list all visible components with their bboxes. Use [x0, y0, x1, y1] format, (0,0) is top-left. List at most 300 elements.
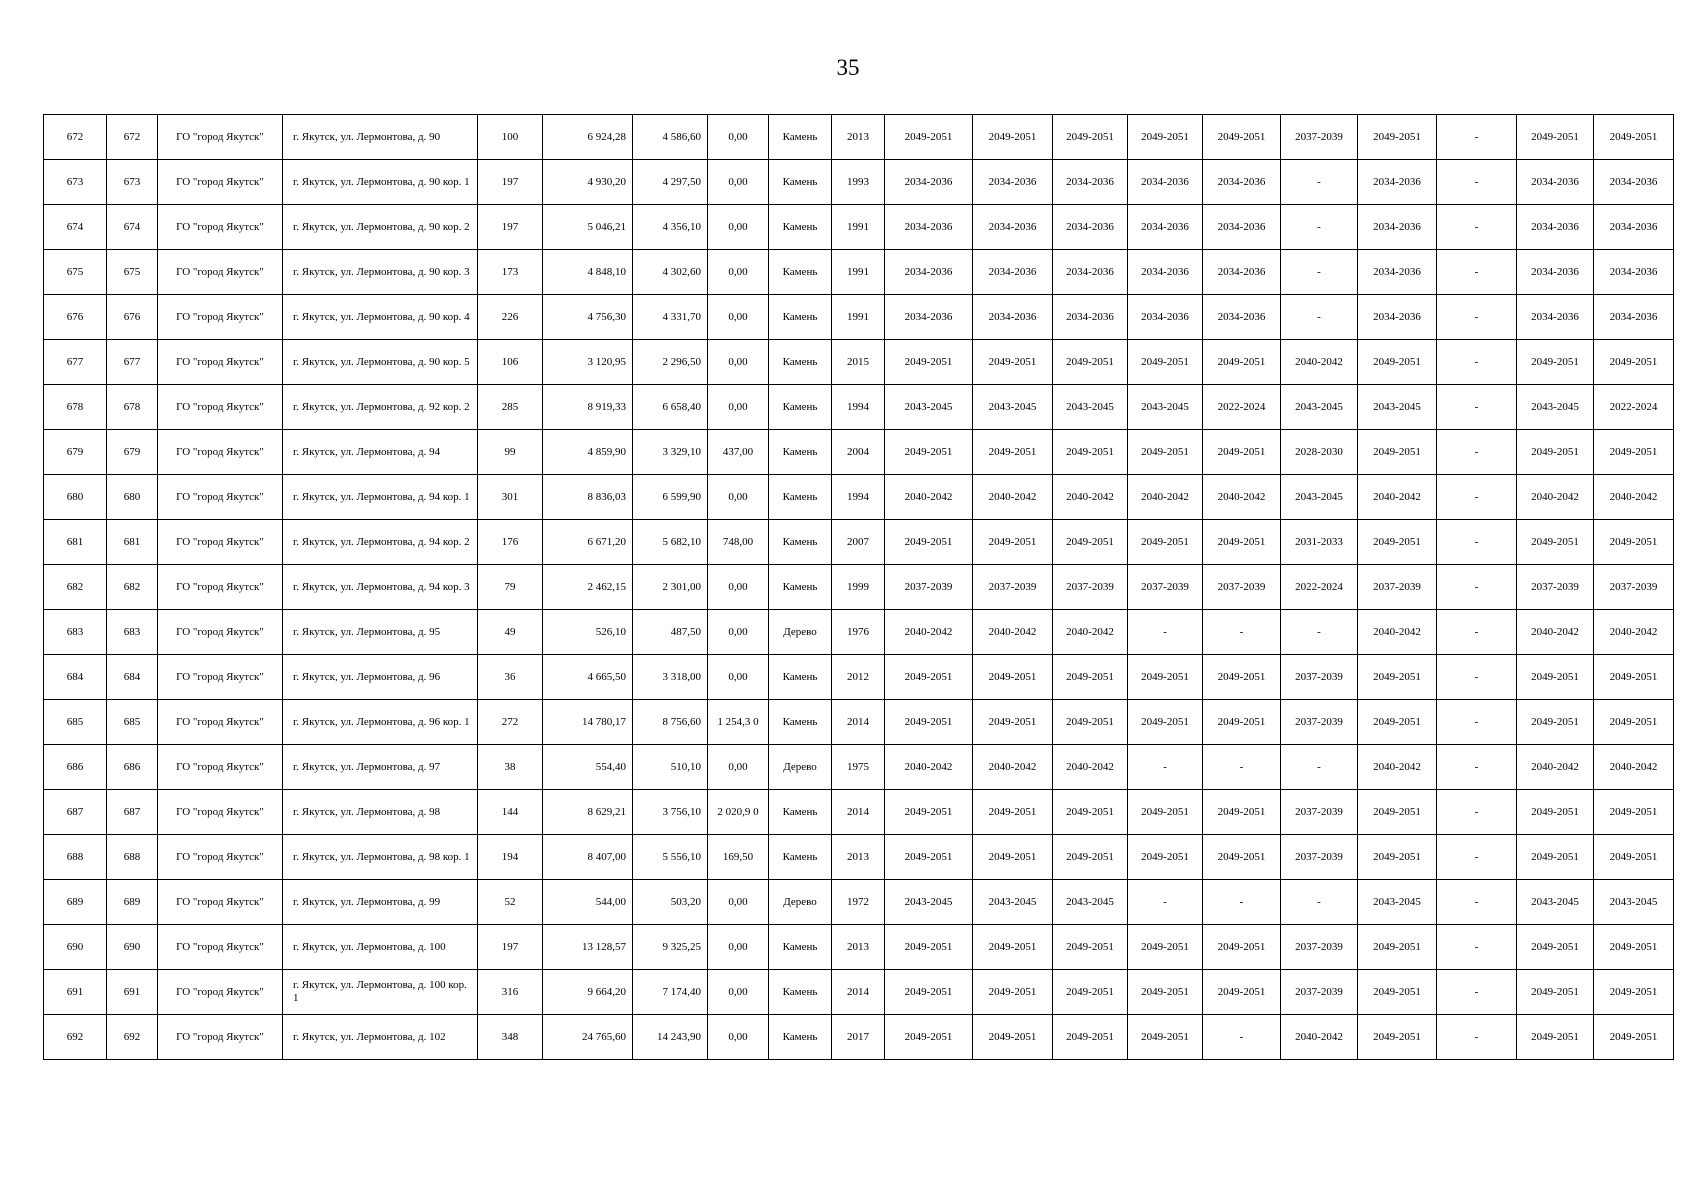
cell-address: г. Якутск, ул. Лермонтова, д. 96 кор. 1 — [283, 700, 478, 745]
cell-wall-material: Камень — [769, 205, 832, 250]
table-body — [44, 115, 1674, 1060]
cell-apartments-count: 197 — [478, 205, 543, 250]
cell-wall-material: Камень — [769, 385, 832, 430]
cell-registry-number: 675 — [107, 250, 158, 295]
cell-nonresidential-area: 0,00 — [708, 745, 769, 790]
cell-work-period-2: 2040-2042 — [973, 745, 1053, 790]
cell-municipality: ГО "город Якутск" — [158, 655, 283, 700]
cell-residential-area: 503,20 — [633, 880, 708, 925]
cell-registry-number: 682 — [107, 565, 158, 610]
cell-work-period-6: - — [1281, 295, 1358, 340]
cell-work-period-8: - — [1437, 205, 1517, 250]
cell-work-period-8: - — [1437, 970, 1517, 1015]
cell-work-period-3: 2049-2051 — [1053, 835, 1128, 880]
cell-work-period-3: 2049-2051 — [1053, 115, 1128, 160]
table-row — [44, 520, 1674, 565]
cell-work-period-3: 2040-2042 — [1053, 745, 1128, 790]
cell-wall-material: Камень — [769, 790, 832, 835]
cell-nonresidential-area: 0,00 — [708, 385, 769, 430]
cell-residential-area: 4 302,60 — [633, 250, 708, 295]
cell-work-period-5: 2049-2051 — [1203, 700, 1281, 745]
cell-nonresidential-area: 0,00 — [708, 1015, 769, 1060]
cell-work-period-1: 2037-2039 — [885, 565, 973, 610]
cell-year-built: 2014 — [832, 700, 885, 745]
cell-row-number: 683 — [44, 610, 107, 655]
cell-residential-area: 6 658,40 — [633, 385, 708, 430]
cell-registry-number: 686 — [107, 745, 158, 790]
cell-year-built: 1993 — [832, 160, 885, 205]
cell-work-period-6: 2028-2030 — [1281, 430, 1358, 475]
cell-address: г. Якутск, ул. Лермонтова, д. 90 кор. 1 — [283, 160, 478, 205]
cell-wall-material: Камень — [769, 475, 832, 520]
cell-apartments-count: 176 — [478, 520, 543, 565]
cell-work-period-5: 2034-2036 — [1203, 250, 1281, 295]
cell-work-period-5: 2049-2051 — [1203, 655, 1281, 700]
cell-work-period-4: 2034-2036 — [1128, 250, 1203, 295]
cell-year-built: 2014 — [832, 790, 885, 835]
cell-work-period-6: 2037-2039 — [1281, 835, 1358, 880]
cell-work-period-5: 2034-2036 — [1203, 295, 1281, 340]
cell-work-period-5: 2037-2039 — [1203, 565, 1281, 610]
cell-work-period-4: 2049-2051 — [1128, 430, 1203, 475]
cell-work-period-10: 2049-2051 — [1594, 340, 1674, 385]
cell-work-period-6: 2037-2039 — [1281, 700, 1358, 745]
cell-address: г. Якутск, ул. Лермонтова, д. 90 кор. 4 — [283, 295, 478, 340]
cell-row-number: 674 — [44, 205, 107, 250]
cell-work-period-10: 2043-2045 — [1594, 880, 1674, 925]
cell-municipality: ГО "город Якутск" — [158, 970, 283, 1015]
cell-work-period-9: 2043-2045 — [1517, 385, 1594, 430]
cell-municipality: ГО "город Якутск" — [158, 160, 283, 205]
cell-work-period-1: 2034-2036 — [885, 295, 973, 340]
cell-work-period-8: - — [1437, 700, 1517, 745]
cell-work-period-8: - — [1437, 385, 1517, 430]
cell-work-period-1: 2049-2051 — [885, 700, 973, 745]
cell-work-period-7: 2049-2051 — [1358, 835, 1437, 880]
cell-row-number: 686 — [44, 745, 107, 790]
cell-total-area: 13 128,57 — [543, 925, 633, 970]
cell-row-number: 679 — [44, 430, 107, 475]
cell-total-area: 554,40 — [543, 745, 633, 790]
cell-municipality: ГО "город Якутск" — [158, 925, 283, 970]
cell-residential-area: 14 243,90 — [633, 1015, 708, 1060]
cell-work-period-8: - — [1437, 295, 1517, 340]
cell-work-period-7: 2049-2051 — [1358, 1015, 1437, 1060]
cell-total-area: 2 462,15 — [543, 565, 633, 610]
cell-work-period-2: 2034-2036 — [973, 160, 1053, 205]
cell-address: г. Якутск, ул. Лермонтова, д. 99 — [283, 880, 478, 925]
cell-registry-number: 684 — [107, 655, 158, 700]
cell-wall-material: Камень — [769, 340, 832, 385]
cell-work-period-1: 2049-2051 — [885, 115, 973, 160]
cell-work-period-10: 2034-2036 — [1594, 205, 1674, 250]
cell-work-period-3: 2049-2051 — [1053, 340, 1128, 385]
cell-address: г. Якутск, ул. Лермонтова, д. 97 — [283, 745, 478, 790]
cell-nonresidential-area: 0,00 — [708, 295, 769, 340]
cell-registry-number: 674 — [107, 205, 158, 250]
cell-apartments-count: 285 — [478, 385, 543, 430]
cell-work-period-2: 2049-2051 — [973, 700, 1053, 745]
cell-work-period-1: 2040-2042 — [885, 610, 973, 655]
cell-work-period-6: - — [1281, 250, 1358, 295]
cell-apartments-count: 348 — [478, 1015, 543, 1060]
cell-municipality: ГО "город Якутск" — [158, 385, 283, 430]
cell-residential-area: 2 301,00 — [633, 565, 708, 610]
cell-wall-material: Камень — [769, 430, 832, 475]
cell-work-period-9: 2040-2042 — [1517, 475, 1594, 520]
cell-wall-material: Камень — [769, 250, 832, 295]
table-row — [44, 475, 1674, 520]
cell-work-period-4: 2049-2051 — [1128, 700, 1203, 745]
cell-work-period-6: 2037-2039 — [1281, 115, 1358, 160]
cell-work-period-1: 2049-2051 — [885, 970, 973, 1015]
cell-work-period-3: 2049-2051 — [1053, 655, 1128, 700]
cell-registry-number: 683 — [107, 610, 158, 655]
cell-work-period-7: 2049-2051 — [1358, 520, 1437, 565]
cell-year-built: 2012 — [832, 655, 885, 700]
cell-address: г. Якутск, ул. Лермонтова, д. 102 — [283, 1015, 478, 1060]
cell-work-period-7: 2034-2036 — [1358, 250, 1437, 295]
cell-work-period-8: - — [1437, 430, 1517, 475]
cell-work-period-1: 2034-2036 — [885, 250, 973, 295]
cell-work-period-7: 2034-2036 — [1358, 295, 1437, 340]
cell-municipality: ГО "город Якутск" — [158, 745, 283, 790]
cell-address: г. Якутск, ул. Лермонтова, д. 90 — [283, 115, 478, 160]
cell-work-period-9: 2049-2051 — [1517, 790, 1594, 835]
cell-apartments-count: 99 — [478, 430, 543, 475]
cell-wall-material: Камень — [769, 160, 832, 205]
cell-municipality: ГО "город Якутск" — [158, 295, 283, 340]
cell-work-period-8: - — [1437, 880, 1517, 925]
table-row — [44, 655, 1674, 700]
cell-municipality: ГО "город Якутск" — [158, 790, 283, 835]
cell-work-period-3: 2043-2045 — [1053, 880, 1128, 925]
cell-work-period-9: 2037-2039 — [1517, 565, 1594, 610]
cell-row-number: 689 — [44, 880, 107, 925]
cell-year-built: 2014 — [832, 970, 885, 1015]
cell-row-number: 678 — [44, 385, 107, 430]
cell-work-period-10: 2034-2036 — [1594, 250, 1674, 295]
cell-year-built: 1975 — [832, 745, 885, 790]
cell-work-period-8: - — [1437, 115, 1517, 160]
cell-work-period-3: 2040-2042 — [1053, 475, 1128, 520]
table-row — [44, 430, 1674, 475]
cell-row-number: 684 — [44, 655, 107, 700]
cell-nonresidential-area: 0,00 — [708, 160, 769, 205]
cell-work-period-8: - — [1437, 1015, 1517, 1060]
cell-total-area: 526,10 — [543, 610, 633, 655]
cell-residential-area: 5 556,10 — [633, 835, 708, 880]
cell-work-period-9: 2034-2036 — [1517, 160, 1594, 205]
cell-total-area: 4 848,10 — [543, 250, 633, 295]
table-row — [44, 340, 1674, 385]
cell-year-built: 1991 — [832, 295, 885, 340]
cell-address: г. Якутск, ул. Лермонтова, д. 94 — [283, 430, 478, 475]
cell-work-period-3: 2034-2036 — [1053, 250, 1128, 295]
cell-work-period-3: 2040-2042 — [1053, 610, 1128, 655]
cell-total-area: 8 836,03 — [543, 475, 633, 520]
cell-work-period-5: 2049-2051 — [1203, 520, 1281, 565]
cell-work-period-9: 2049-2051 — [1517, 115, 1594, 160]
cell-registry-number: 685 — [107, 700, 158, 745]
cell-registry-number: 677 — [107, 340, 158, 385]
cell-municipality: ГО "город Якутск" — [158, 880, 283, 925]
cell-work-period-4: - — [1128, 880, 1203, 925]
cell-work-period-10: 2049-2051 — [1594, 835, 1674, 880]
cell-row-number: 687 — [44, 790, 107, 835]
cell-work-period-4: 2049-2051 — [1128, 340, 1203, 385]
cell-work-period-4: - — [1128, 610, 1203, 655]
cell-residential-area: 9 325,25 — [633, 925, 708, 970]
cell-work-period-5: 2034-2036 — [1203, 160, 1281, 205]
cell-work-period-6: 2043-2045 — [1281, 475, 1358, 520]
cell-work-period-4: 2049-2051 — [1128, 835, 1203, 880]
cell-registry-number: 692 — [107, 1015, 158, 1060]
cell-work-period-7: 2040-2042 — [1358, 610, 1437, 655]
cell-wall-material: Дерево — [769, 880, 832, 925]
table-row — [44, 925, 1674, 970]
cell-municipality: ГО "город Якутск" — [158, 700, 283, 745]
cell-work-period-2: 2049-2051 — [973, 970, 1053, 1015]
cell-nonresidential-area: 0,00 — [708, 250, 769, 295]
cell-work-period-4: 2049-2051 — [1128, 115, 1203, 160]
table-row — [44, 1015, 1674, 1060]
cell-wall-material: Камень — [769, 295, 832, 340]
table-row — [44, 115, 1674, 160]
cell-work-period-9: 2049-2051 — [1517, 340, 1594, 385]
cell-wall-material: Камень — [769, 115, 832, 160]
cell-total-area: 544,00 — [543, 880, 633, 925]
cell-wall-material: Дерево — [769, 745, 832, 790]
cell-address: г. Якутск, ул. Лермонтова, д. 100 — [283, 925, 478, 970]
cell-residential-area: 6 599,90 — [633, 475, 708, 520]
cell-apartments-count: 52 — [478, 880, 543, 925]
cell-residential-area: 4 586,60 — [633, 115, 708, 160]
cell-work-period-9: 2049-2051 — [1517, 1015, 1594, 1060]
cell-work-period-5: - — [1203, 880, 1281, 925]
cell-nonresidential-area: 0,00 — [708, 565, 769, 610]
cell-work-period-8: - — [1437, 475, 1517, 520]
cell-wall-material: Дерево — [769, 610, 832, 655]
cell-year-built: 2007 — [832, 520, 885, 565]
cell-total-area: 8 407,00 — [543, 835, 633, 880]
cell-work-period-1: 2049-2051 — [885, 835, 973, 880]
cell-nonresidential-area: 0,00 — [708, 475, 769, 520]
cell-total-area: 4 756,30 — [543, 295, 633, 340]
cell-work-period-7: 2040-2042 — [1358, 475, 1437, 520]
cell-work-period-2: 2049-2051 — [973, 790, 1053, 835]
cell-work-period-7: 2049-2051 — [1358, 430, 1437, 475]
cell-residential-area: 3 329,10 — [633, 430, 708, 475]
cell-residential-area: 487,50 — [633, 610, 708, 655]
cell-apartments-count: 100 — [478, 115, 543, 160]
cell-nonresidential-area: 0,00 — [708, 610, 769, 655]
cell-work-period-2: 2043-2045 — [973, 880, 1053, 925]
cell-work-period-8: - — [1437, 790, 1517, 835]
cell-work-period-6: 2037-2039 — [1281, 970, 1358, 1015]
cell-work-period-1: 2034-2036 — [885, 205, 973, 250]
cell-year-built: 1994 — [832, 385, 885, 430]
cell-address: г. Якутск, ул. Лермонтова, д. 94 кор. 2 — [283, 520, 478, 565]
cell-work-period-8: - — [1437, 565, 1517, 610]
cell-work-period-8: - — [1437, 835, 1517, 880]
cell-year-built: 1972 — [832, 880, 885, 925]
table-row — [44, 970, 1674, 1015]
table-row — [44, 160, 1674, 205]
cell-work-period-7: 2037-2039 — [1358, 565, 1437, 610]
table-row — [44, 295, 1674, 340]
cell-year-built: 1999 — [832, 565, 885, 610]
cell-nonresidential-area: 437,00 — [708, 430, 769, 475]
cell-work-period-1: 2040-2042 — [885, 745, 973, 790]
cell-work-period-6: 2022-2024 — [1281, 565, 1358, 610]
cell-work-period-3: 2049-2051 — [1053, 700, 1128, 745]
cell-work-period-2: 2049-2051 — [973, 520, 1053, 565]
table-row — [44, 700, 1674, 745]
cell-work-period-4: 2037-2039 — [1128, 565, 1203, 610]
cell-municipality: ГО "город Якутск" — [158, 115, 283, 160]
cell-work-period-6: - — [1281, 160, 1358, 205]
cell-work-period-8: - — [1437, 340, 1517, 385]
table-row — [44, 745, 1674, 790]
cell-work-period-6: - — [1281, 610, 1358, 655]
cell-address: г. Якутск, ул. Лермонтова, д. 90 кор. 3 — [283, 250, 478, 295]
cell-work-period-10: 2040-2042 — [1594, 475, 1674, 520]
cell-wall-material: Камень — [769, 835, 832, 880]
cell-apartments-count: 144 — [478, 790, 543, 835]
cell-address: г. Якутск, ул. Лермонтова, д. 100 кор. 1 — [283, 970, 478, 1015]
cell-work-period-8: - — [1437, 250, 1517, 295]
cell-address: г. Якутск, ул. Лермонтова, д. 90 кор. 2 — [283, 205, 478, 250]
cell-work-period-1: 2043-2045 — [885, 385, 973, 430]
table-row — [44, 610, 1674, 655]
cell-registry-number: 688 — [107, 835, 158, 880]
cell-work-period-3: 2049-2051 — [1053, 925, 1128, 970]
cell-total-area: 3 120,95 — [543, 340, 633, 385]
cell-row-number: 685 — [44, 700, 107, 745]
cell-work-period-9: 2049-2051 — [1517, 655, 1594, 700]
table-row — [44, 385, 1674, 430]
cell-wall-material: Камень — [769, 565, 832, 610]
cell-municipality: ГО "город Якутск" — [158, 520, 283, 565]
cell-work-period-3: 2049-2051 — [1053, 1015, 1128, 1060]
cell-municipality: ГО "город Якутск" — [158, 475, 283, 520]
cell-apartments-count: 226 — [478, 295, 543, 340]
cell-work-period-5: 2049-2051 — [1203, 790, 1281, 835]
cell-registry-number: 676 — [107, 295, 158, 340]
cell-nonresidential-area: 748,00 — [708, 520, 769, 565]
cell-municipality: ГО "город Якутск" — [158, 430, 283, 475]
cell-nonresidential-area: 0,00 — [708, 655, 769, 700]
cell-row-number: 675 — [44, 250, 107, 295]
cell-year-built: 1991 — [832, 205, 885, 250]
cell-work-period-3: 2049-2051 — [1053, 430, 1128, 475]
cell-total-area: 5 046,21 — [543, 205, 633, 250]
cell-nonresidential-area: 1 254,3 0 — [708, 700, 769, 745]
cell-work-period-3: 2034-2036 — [1053, 160, 1128, 205]
cell-total-area: 8 629,21 — [543, 790, 633, 835]
cell-work-period-5: - — [1203, 610, 1281, 655]
cell-total-area: 4 859,90 — [543, 430, 633, 475]
cell-work-period-2: 2034-2036 — [973, 205, 1053, 250]
cell-work-period-2: 2037-2039 — [973, 565, 1053, 610]
cell-work-period-2: 2034-2036 — [973, 250, 1053, 295]
cell-apartments-count: 301 — [478, 475, 543, 520]
cell-work-period-9: 2043-2045 — [1517, 880, 1594, 925]
cell-row-number: 688 — [44, 835, 107, 880]
cell-nonresidential-area: 169,50 — [708, 835, 769, 880]
cell-work-period-3: 2049-2051 — [1053, 970, 1128, 1015]
cell-work-period-6: 2037-2039 — [1281, 925, 1358, 970]
cell-work-period-1: 2049-2051 — [885, 925, 973, 970]
cell-wall-material: Камень — [769, 1015, 832, 1060]
cell-work-period-3: 2034-2036 — [1053, 295, 1128, 340]
cell-registry-number: 681 — [107, 520, 158, 565]
cell-residential-area: 5 682,10 — [633, 520, 708, 565]
cell-work-period-6: - — [1281, 880, 1358, 925]
cell-work-period-4: 2043-2045 — [1128, 385, 1203, 430]
cell-total-area: 24 765,60 — [543, 1015, 633, 1060]
cell-work-period-2: 2043-2045 — [973, 385, 1053, 430]
cell-work-period-2: 2049-2051 — [973, 340, 1053, 385]
cell-nonresidential-area: 2 020,9 0 — [708, 790, 769, 835]
cell-work-period-10: 2049-2051 — [1594, 430, 1674, 475]
cell-work-period-9: 2049-2051 — [1517, 970, 1594, 1015]
table-row — [44, 565, 1674, 610]
cell-work-period-7: 2049-2051 — [1358, 340, 1437, 385]
cell-work-period-8: - — [1437, 610, 1517, 655]
cell-address: г. Якутск, ул. Лермонтова, д. 94 кор. 3 — [283, 565, 478, 610]
cell-apartments-count: 36 — [478, 655, 543, 700]
cell-municipality: ГО "город Якутск" — [158, 250, 283, 295]
cell-work-period-5: 2049-2051 — [1203, 925, 1281, 970]
cell-registry-number: 680 — [107, 475, 158, 520]
cell-work-period-9: 2049-2051 — [1517, 835, 1594, 880]
cell-apartments-count: 38 — [478, 745, 543, 790]
cell-apartments-count: 316 — [478, 970, 543, 1015]
cell-work-period-5: 2022-2024 — [1203, 385, 1281, 430]
cell-work-period-9: 2040-2042 — [1517, 745, 1594, 790]
cell-work-period-6: 2040-2042 — [1281, 1015, 1358, 1060]
cell-residential-area: 3 318,00 — [633, 655, 708, 700]
cell-total-area: 9 664,20 — [543, 970, 633, 1015]
cell-work-period-10: 2034-2036 — [1594, 295, 1674, 340]
cell-residential-area: 510,10 — [633, 745, 708, 790]
cell-year-built: 2017 — [832, 1015, 885, 1060]
cell-work-period-7: 2049-2051 — [1358, 790, 1437, 835]
cell-work-period-10: 2049-2051 — [1594, 520, 1674, 565]
cell-address: г. Якутск, ул. Лермонтова, д. 92 кор. 2 — [283, 385, 478, 430]
cell-registry-number: 679 — [107, 430, 158, 475]
cell-nonresidential-area: 0,00 — [708, 925, 769, 970]
cell-work-period-7: 2049-2051 — [1358, 925, 1437, 970]
cell-work-period-9: 2049-2051 — [1517, 430, 1594, 475]
cell-row-number: 672 — [44, 115, 107, 160]
cell-registry-number: 687 — [107, 790, 158, 835]
cell-total-area: 6 924,28 — [543, 115, 633, 160]
cell-work-period-2: 2049-2051 — [973, 925, 1053, 970]
table-row — [44, 205, 1674, 250]
cell-nonresidential-area: 0,00 — [708, 970, 769, 1015]
cell-work-period-7: 2040-2042 — [1358, 745, 1437, 790]
cell-work-period-2: 2034-2036 — [973, 295, 1053, 340]
cell-work-period-9: 2034-2036 — [1517, 205, 1594, 250]
cell-municipality: ГО "город Якутск" — [158, 205, 283, 250]
cell-work-period-8: - — [1437, 655, 1517, 700]
cell-row-number: 691 — [44, 970, 107, 1015]
cell-apartments-count: 194 — [478, 835, 543, 880]
cell-work-period-4: 2049-2051 — [1128, 1015, 1203, 1060]
